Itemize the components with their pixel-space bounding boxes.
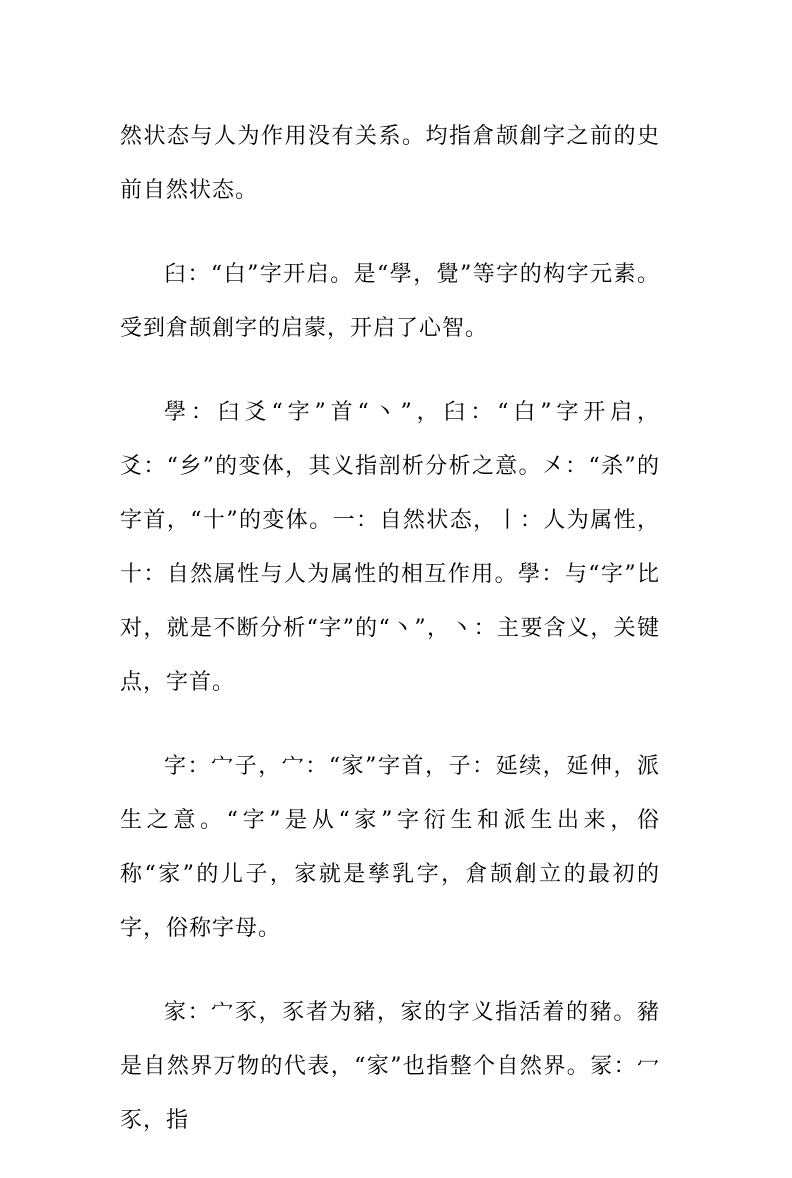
paragraph-1: 然状态与人为作用没有关系。均指倉颉創字之前的史前自然状态。 (120, 124, 660, 203)
paragraph-4: 字：宀子，宀：“家”字首，子：延续，延伸，派生之意。“字”是从“家”字衍生和派生出来，俗称“家”的儿子，家就是孳乳字，倉颉創立的最初的字，俗称字母。 (120, 754, 660, 941)
paragraph-3: 學：臼爻“字”首“丶”，臼：“白”字开启，爻：“乡”的变体，其义指剖析分析之意。㐅：“杀”的字首，“十”的变体。一：自然状态，丨：人为属性，十：自然属性与人为属性的相互作用。學：与“字”比对，就是不断分析“字”的“丶”，丶：主要含义，关键点，字首。 (120, 400, 660, 695)
paragraph-5: 家：宀豕，豕者为豬，家的字义指活着的豬。豬是自然界万物的代表，“家”也指整个自然界。冡：冖豕，指 (120, 1000, 660, 1133)
paragraph-2: 臼：“白”字开启。是“學，覺”等字的构字元素。受到倉颉創字的启蒙，开启了心智。 (120, 262, 660, 341)
document-body (120, 110, 660, 1178)
